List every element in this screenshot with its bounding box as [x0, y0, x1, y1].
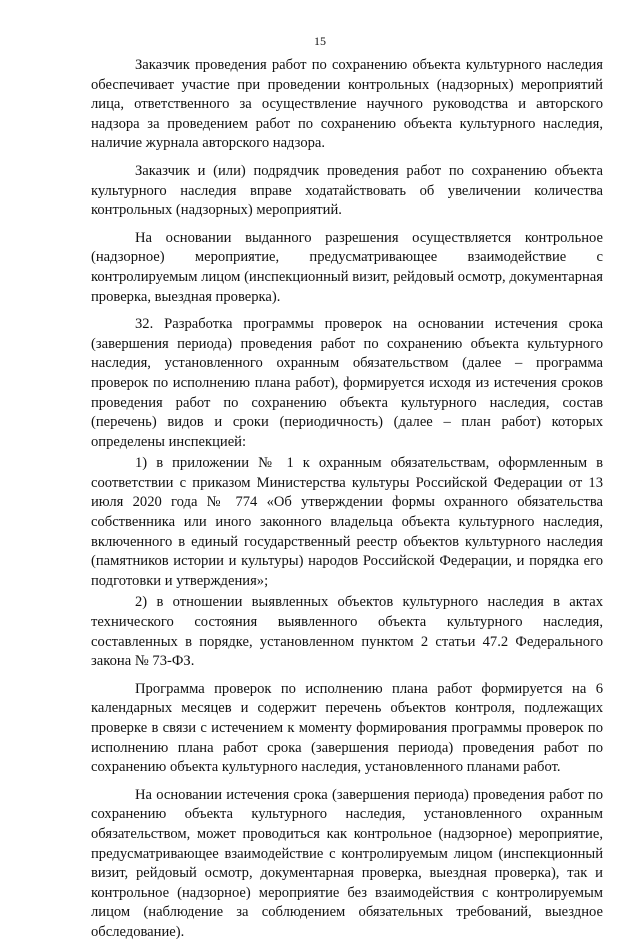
- paragraph-program-six-months: Программа проверок по исполнению плана работ формируется на 6 календарных месяцев и содержит перечень объектов контроля, подлежащих проверке в связи с истечением к моменту формирования программы проверок по исполнению плана работ срока (завершения периода) проведения работ по сохранению объекта культурного наследия, установленного планами работ.: [91, 680, 603, 776]
- list-item-2: 2) в отношении выявленных объектов культурного наследия в актах технического состояния выявленного объекта культурного наследия, составленных в порядке, установленном пунктом 2 статьи 47.2 Федерального закона № 73-ФЗ.: [91, 594, 603, 670]
- paragraph-permit-based-inspection: На основании выданного разрешения осуществляется контрольное (надзорное) мероприятие, предусматривающее взаимодействие с контролируемым лицом (инспекционный визит, рейдовый осмотр, документарная проверка, выездная проверка).: [91, 229, 603, 305]
- page-number: 15: [314, 34, 326, 48]
- paragraph-petition-increase: Заказчик и (или) подрядчик проведения работ по сохранению объекта культурного наследия вправе ходатайствовать об увеличении количества контрольных (надзорных) мероприятий.: [91, 162, 603, 219]
- list-item-1: 1) в приложении № 1 к охранным обязательствам, оформленным в соответствии с приказом Министерства культуры Российской Федерации от 13 июля 2020 года № 774 «Об утверждении формы охранного обязательства собственника или иного законного владельца объекта культурного наследия, включенного в единый государственный реестр объектов культурного наследия (памятников истории и культуры) народов Российской Федерации, и порядка его подготовки и утверждения»;: [91, 455, 603, 589]
- paragraph-deadline-based-inspection: На основании истечения срока (завершения периода) проведения работ по сохранению объекта культурного наследия, установленного охранным обязательством, может проводиться как контрольное (надзорное) мероприятие, предусматривающее взаимодействие с контролируемым лицом (инспекционный визит, рейдовый осмотр, документарная проверка, выездная проверка), так и контрольное (надзорное) мероприятие без взаимодействия с контролируемым лицом (наблюдение за соблюдением обязательных требований, выездное обследование).: [91, 786, 603, 940]
- paragraph-customer-participation: Заказчик проведения работ по сохранению объекта культурного наследия обеспечивает участие при проведении контрольных (надзорных) мероприятий лица, ответственного за осуществление научного руководства и авторского надзора за проведением работ по сохранению объекта культурного наследия, наличие журнала авторского надзора.: [91, 57, 603, 152]
- paragraph-32-program-development: 32. Разработка программы проверок на основании истечения срока (завершения периода) проведения работ по сохранению объекта культурного наследия, установленного охранным обязательством (далее – программа проверок по исполнению плана работ), формируется исходя из истечения сроков проведения работ по сохранению объекта культурного наследия, состав (перечень) видов и сроки (периодичность) (далее – план работ) которых определены инспекцией:: [91, 316, 603, 450]
- document-body: [91, 56, 603, 951]
